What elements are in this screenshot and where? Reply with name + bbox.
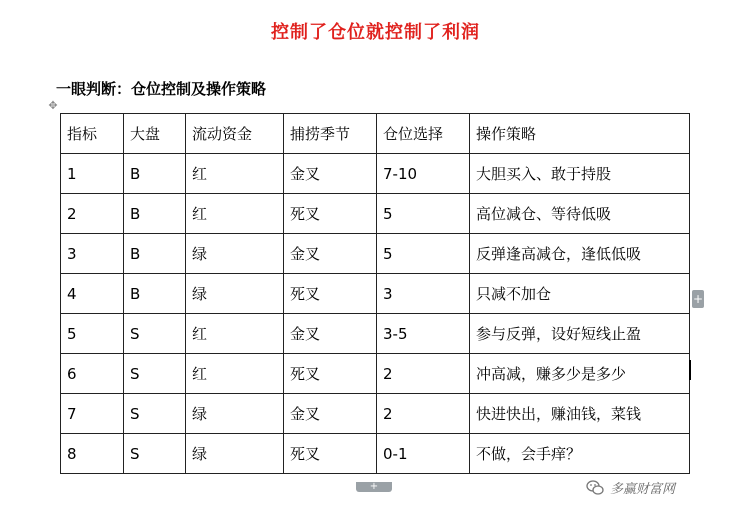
cell-market[interactable]: B xyxy=(124,234,186,274)
cell-strategy[interactable]: 冲高减，赚多少是多少 xyxy=(470,354,690,394)
text-cursor xyxy=(689,360,691,380)
cell-market[interactable]: B xyxy=(124,154,186,194)
header-market: 大盘 xyxy=(124,114,186,154)
cell-indicator[interactable]: 2 xyxy=(61,194,124,234)
header-strategy: 操作策略 xyxy=(470,114,690,154)
table-header-row xyxy=(61,114,690,154)
table-move-handle-icon[interactable]: ✥ xyxy=(48,99,58,112)
cell-position[interactable]: 2 xyxy=(377,394,470,434)
add-column-button[interactable]: + xyxy=(356,482,392,492)
cell-strategy[interactable]: 高位减仓、等待低吸 xyxy=(470,194,690,234)
cell-market[interactable]: S xyxy=(124,354,186,394)
cell-season[interactable]: 金叉 xyxy=(284,314,377,354)
table-row xyxy=(61,234,690,274)
cell-market[interactable]: S xyxy=(124,314,186,354)
cell-strategy[interactable]: 反弹逢高减仓，逢低低吸 xyxy=(470,234,690,274)
cell-strategy[interactable]: 快进快出，赚油钱，菜钱 xyxy=(470,394,690,434)
cell-market[interactable]: S xyxy=(124,394,186,434)
cell-season[interactable]: 金叉 xyxy=(284,234,377,274)
cell-season[interactable]: 死叉 xyxy=(284,194,377,234)
table-row xyxy=(61,194,690,234)
cell-strategy[interactable]: 只减不加仓 xyxy=(470,274,690,314)
cell-liquidity[interactable]: 红 xyxy=(186,154,284,194)
cell-liquidity[interactable]: 绿 xyxy=(186,434,284,474)
cell-indicator[interactable]: 4 xyxy=(61,274,124,314)
cell-indicator[interactable]: 6 xyxy=(61,354,124,394)
cell-position[interactable]: 3-5 xyxy=(377,314,470,354)
header-indicator: 指标 xyxy=(61,114,124,154)
cell-position[interactable]: 5 xyxy=(377,234,470,274)
cell-market[interactable]: B xyxy=(124,274,186,314)
watermark xyxy=(586,478,675,497)
header-season: 捕捞季节 xyxy=(284,114,377,154)
cell-liquidity[interactable]: 红 xyxy=(186,194,284,234)
cell-position[interactable]: 0-1 xyxy=(377,434,470,474)
page-title: 控制了仓位就控制了利润 xyxy=(271,22,480,43)
cell-season[interactable]: 金叉 xyxy=(284,394,377,434)
cell-position[interactable]: 5 xyxy=(377,194,470,234)
header-liquidity: 流动资金 xyxy=(186,114,284,154)
cell-liquidity[interactable]: 绿 xyxy=(186,394,284,434)
cell-position[interactable]: 2 xyxy=(377,354,470,394)
add-row-button[interactable]: + xyxy=(692,292,704,306)
cell-season[interactable]: 金叉 xyxy=(284,154,377,194)
header-position: 仓位选择 xyxy=(377,114,470,154)
cell-season[interactable]: 死叉 xyxy=(284,274,377,314)
cell-liquidity[interactable]: 绿 xyxy=(186,234,284,274)
cell-indicator[interactable]: 1 xyxy=(61,154,124,194)
table-row xyxy=(61,354,690,394)
cell-position[interactable]: 3 xyxy=(377,274,470,314)
cell-market[interactable]: B xyxy=(124,194,186,234)
cell-liquidity[interactable]: 红 xyxy=(186,314,284,354)
strategy-table xyxy=(60,113,690,474)
cell-indicator[interactable]: 3 xyxy=(61,234,124,274)
table-row xyxy=(61,154,690,194)
cell-strategy[interactable]: 不做，会手痒？ xyxy=(470,434,690,474)
watermark-text: 多赢财富网 xyxy=(610,482,676,497)
cell-liquidity[interactable]: 红 xyxy=(186,354,284,394)
section-heading: 一眼判断：仓位控制及操作策略 xyxy=(56,80,267,98)
wechat-icon xyxy=(586,480,604,496)
cell-market[interactable]: S xyxy=(124,434,186,474)
cell-liquidity[interactable]: 绿 xyxy=(186,274,284,314)
cell-strategy[interactable]: 大胆买入、敢于持股 xyxy=(470,154,690,194)
table-row xyxy=(61,274,690,314)
cell-season[interactable]: 死叉 xyxy=(284,354,377,394)
table-row xyxy=(61,434,690,474)
table-row xyxy=(61,314,690,354)
cell-indicator[interactable]: 7 xyxy=(61,394,124,434)
table-row xyxy=(61,394,690,434)
cell-position[interactable]: 7-10 xyxy=(377,154,470,194)
cell-indicator[interactable]: 8 xyxy=(61,434,124,474)
cell-indicator[interactable]: 5 xyxy=(61,314,124,354)
cell-strategy[interactable]: 参与反弹，设好短线止盈 xyxy=(470,314,690,354)
cell-season[interactable]: 死叉 xyxy=(284,434,377,474)
